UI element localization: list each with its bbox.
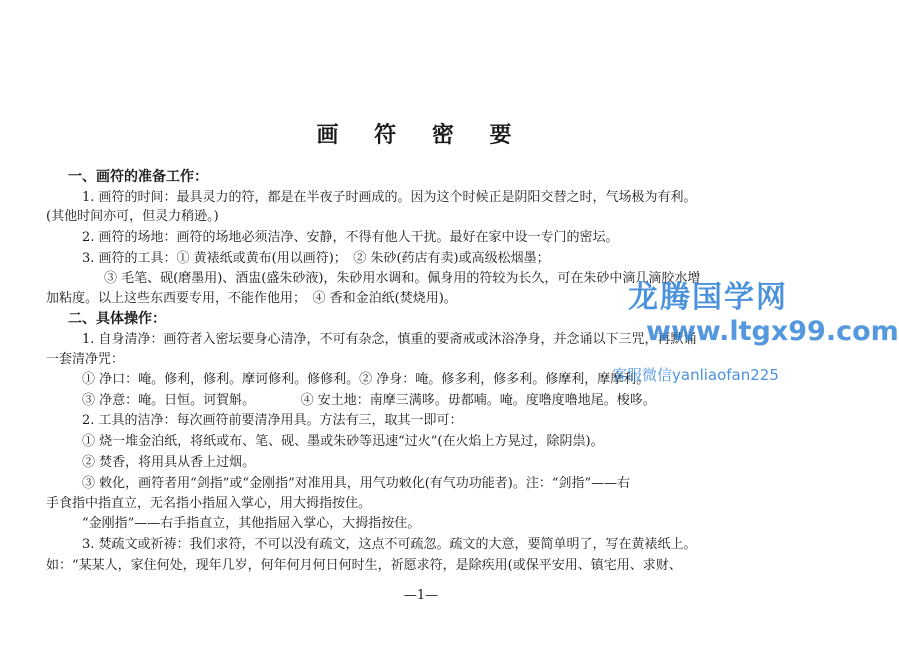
watermark-url: www.ltgx99.com (646, 316, 899, 347)
paragraph-line: 手食指中指直立，无名指小指屈入掌心，用大拇指按住。 (46, 496, 372, 511)
paragraph-line: 1. 自身清净：画符者入密坛要身心清净，不可有杂念，慎重的要斋戒或沐浴净身，并念诵以下三咒，再默诵 (82, 332, 697, 347)
paragraph-line: 加粘度。以上这些东西要专用，不能作他用； ④ 香和金泊纸(焚烧用)。 (46, 291, 457, 306)
paragraph-line: 如：“某某人，家住何处，现年几岁，何年何月何日何时生，祈愿求符，是除疾用(或保平安用、镇宅用、求财、 (46, 558, 682, 573)
page-number: —1— (403, 588, 439, 603)
section-heading-operation: 二、具体操作： (68, 311, 166, 327)
watermark-site-name: 龙腾国学网 (628, 280, 788, 315)
paragraph-line: 2. 画符的场地：画符的场地必须洁净、安静，不得有他人干扰。最好在家中设一专门的密坛。 (82, 230, 619, 245)
paragraph-line: ③ 净意：唵。日恒。诃賀斛。 ④ 安土地：南摩三满哆。毋都喃。唵。度噜度噜地尾。梭哆。 (82, 393, 656, 408)
paragraph-line: ① 烧一堆金泊纸，将纸或布、笔、砚、墨或朱砂等迅速“过火”(在火焰上方晃过，除阴祟)。 (82, 434, 604, 449)
paragraph-line: 1. 画符的时间：最具灵力的符，都是在半夜子时画成的。因为这个时候正是阴阳交替之时，气场极为有利。 (82, 190, 697, 205)
paragraph-line: ③ 敕化，画符者用“剑指”或“金刚指”对准用具，用气功敕化(有气功功能者)。注：“剑指”——右 (82, 476, 631, 491)
section-heading-preparation: 一、画符的准备工作： (68, 169, 208, 185)
paragraph-line: 3. 焚疏文或祈祷：我们求符，不可以没有疏文，这点不可疏忽。疏文的大意，要简单明了，写在黄裱纸上。 (82, 537, 697, 552)
paragraph-line: 2. 工具的洁净：每次画符前要清净用具。方法有三，取其一即可： (82, 413, 463, 428)
watermark-contact: 客服微信yanliaofan225 (612, 366, 779, 384)
paragraph-line: ③ 毛笔、砚(磨墨用)、酒盅(盛朱砂液)，朱砂用水调和。佩身用的符较为长久，可在朱砂中滴几滴胶水增 (104, 271, 701, 286)
paragraph-line: ① 净口：唵。修利，修利。摩诃修利。修修利。② 净身：唵。修多利，修多利。修摩利，摩摩利。 (82, 372, 650, 387)
paragraph-line: 3. 画符的工具：① 黄裱纸或黄布(用以画符)； ② 朱砂(药店有卖)或高级松烟墨； (82, 251, 550, 266)
paragraph-line: “金刚指”——右手指直立，其他指屈入掌心，大拇指按住。 (82, 516, 421, 531)
paragraph-line: ② 焚香，将用具从香上过烟。 (82, 455, 256, 470)
page-title: 画 符 密 要 (316, 122, 526, 148)
paragraph-line: 一套清净咒： (46, 352, 125, 367)
paragraph-line: (其他时间亦可，但灵力稍逊。) (46, 209, 219, 224)
